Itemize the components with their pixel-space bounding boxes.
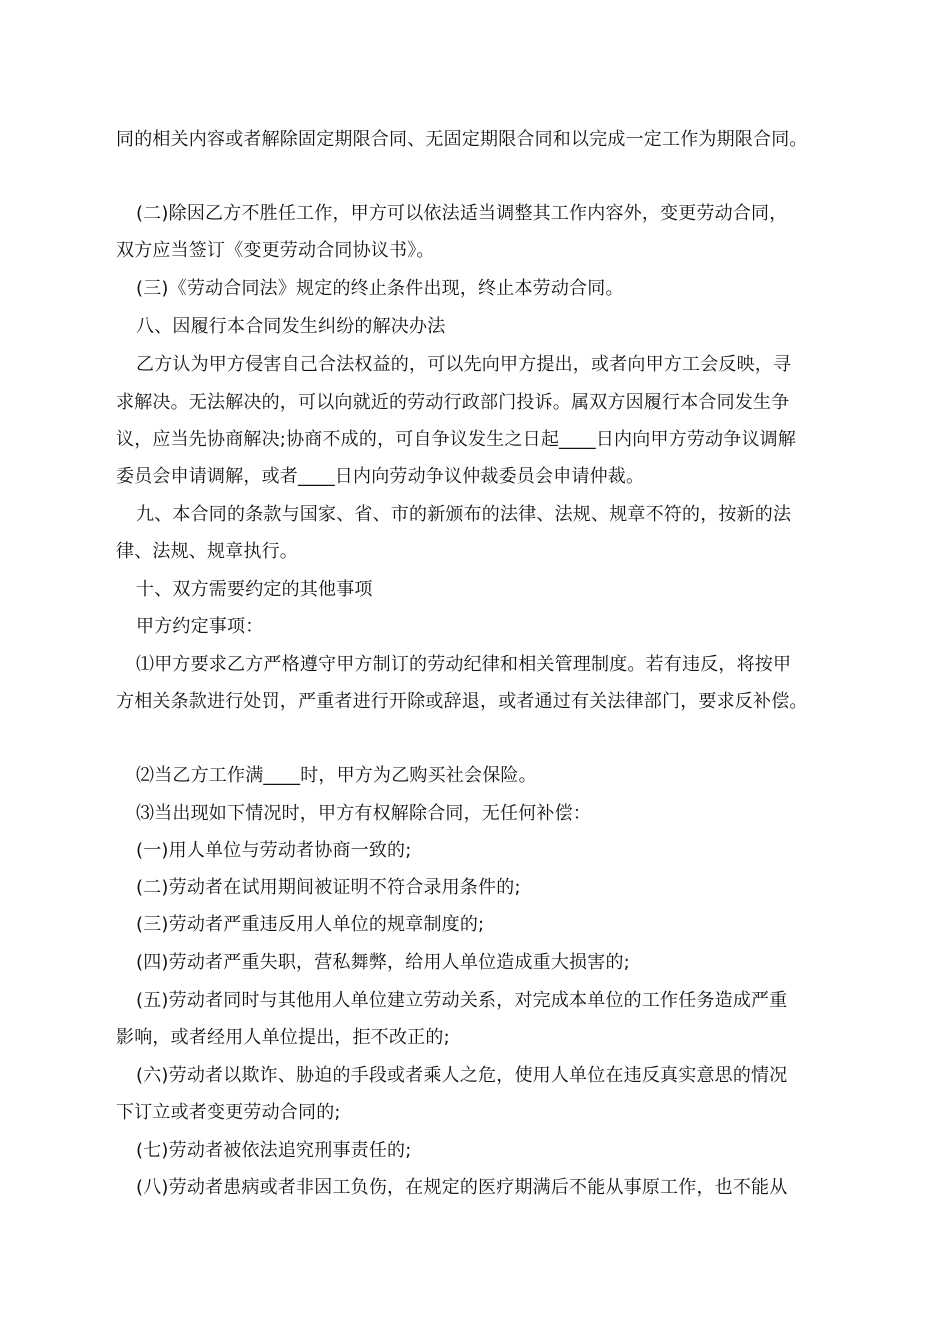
paragraph-line: (三)《劳动合同法》规定的终止条件出现，终止本劳动合同。 <box>136 278 624 299</box>
paragraph-line: 议，应当先协商解决;协商不成的，可自争议发生之日起____日内向甲方劳动争议调解 <box>116 429 797 450</box>
paragraph-line: 甲方约定事项： <box>136 616 264 637</box>
paragraph-line: ⑵当乙方工作满____时，甲方为乙购买社会保险。 <box>136 765 537 786</box>
paragraph-line: 九、本合同的条款与国家、省、市的新颁布的法律、法规、规章不符的，按新的法 <box>136 504 792 525</box>
paragraph-line: 乙方认为甲方侵害自己合法权益的，可以先向甲方提出，或者向甲方工会反映，寻 <box>136 354 792 375</box>
list-item: (六)劳动者以欺诈、胁迫的手段或者乘人之危，使用人单位在违反真实意思的情况 <box>136 1065 788 1086</box>
list-item: (一)用人单位与劳动者协商一致的; <box>136 840 412 861</box>
list-item: 下订立或者变更劳动合同的; <box>116 1102 341 1123</box>
list-item: (七)劳动者被依法追究刑事责任的; <box>136 1140 412 1161</box>
paragraph-line: 求解决。无法解决的，可以向就近的劳动行政部门投诉。属双方因履行本合同发生争 <box>116 392 790 413</box>
list-item: (五)劳动者同时与其他用人单位建立劳动关系，对完成本单位的工作任务造成严重 <box>136 990 788 1011</box>
list-item: 影响，或者经用人单位提出，拒不改正的; <box>116 1027 450 1048</box>
section-heading: 八、因履行本合同发生纠纷的解决办法 <box>136 316 446 337</box>
paragraph-line: 方相关条款进行处罚，严重者进行开除或辞退，或者通过有关法律部门，要求反补偿。 <box>116 691 808 712</box>
list-item: (二)劳动者在试用期间被证明不符合录用条件的; <box>136 877 521 898</box>
section-heading: 十、双方需要约定的其他事项 <box>136 579 373 600</box>
paragraph-line: 律、法规、规章执行。 <box>116 541 298 562</box>
paragraph-line: ⑴甲方要求乙方严格遵守甲方制订的劳动纪律和相关管理制度。若有违反，将按甲 <box>136 654 792 675</box>
list-item: (八)劳动者患病或者非因工负伤，在规定的医疗期满后不能从事原工作，也不能从 <box>136 1177 788 1198</box>
paragraph-line: 委员会申请调解，或者____日内向劳动争议仲裁委员会申请仲裁。 <box>116 466 645 487</box>
list-item: (三)劳动者严重违反用人单位的规章制度的; <box>136 914 485 935</box>
paragraph-line: (二)除因乙方不胜任工作，甲方可以依法适当调整其工作内容外，变更劳动合同， <box>136 203 788 224</box>
paragraph-line: 同的相关内容或者解除固定期限合同、无固定期限合同和以完成一定工作为期限合同。 <box>116 129 808 150</box>
paragraph-line: 双方应当签订《变更劳动合同协议书》。 <box>116 240 435 261</box>
list-item: (四)劳动者严重失职，营私舞弊，给用人单位造成重大损害的; <box>136 952 630 973</box>
paragraph-line: ⑶当出现如下情况时，甲方有权解除合同，无任何补偿： <box>136 803 591 824</box>
